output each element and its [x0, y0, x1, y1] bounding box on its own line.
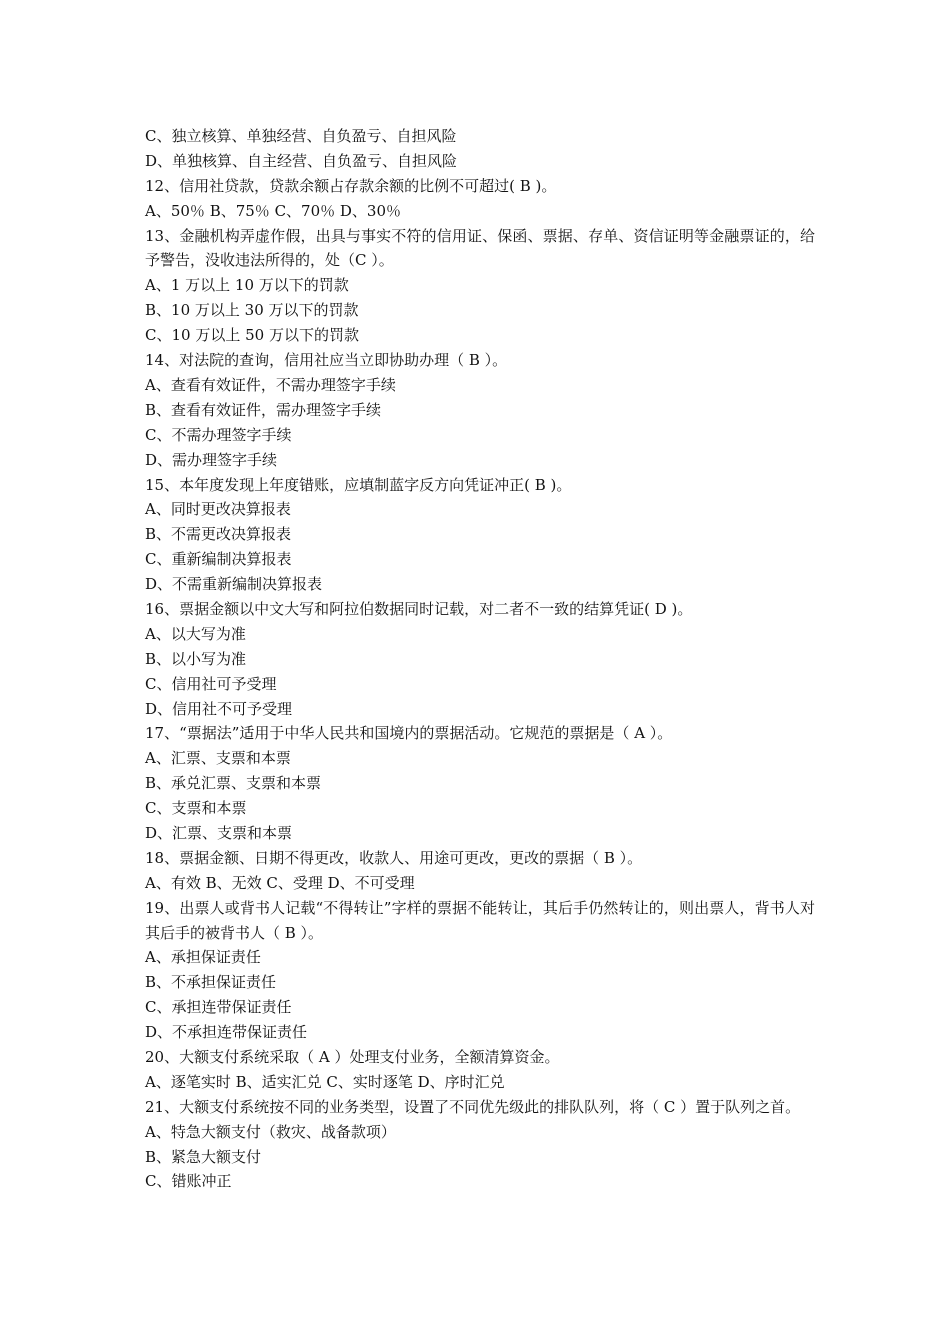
text-line: B、以小写为准 — [145, 649, 247, 668]
question-15: 15、本年度发现上年度错账，应填制蓝字反方向凭证冲正( B )。 — [145, 475, 572, 494]
text-line: B、10 万以上 30 万以下的罚款 — [145, 301, 359, 320]
text-line: A、1 万以上 10 万以下的罚款 — [145, 276, 349, 295]
question-13: 13、金融机构弄虚作假，出具与事实不符的信用证、保函、票据、存单、资信证明等金融票证的，给予警告，没收违法所得的，处（C ）。 — [145, 226, 815, 270]
text-line: C、独立核算、单独经营、自负盈亏、自担风险 — [145, 127, 457, 145]
text-line: D、不需重新编制决算报表 — [145, 575, 323, 594]
text-line: D、不承担连带保证责任 — [145, 1023, 308, 1042]
text-line: C、不需办理签字手续 — [145, 425, 292, 444]
text-line: A、查看有效证件，不需办理签字手续 — [145, 375, 396, 394]
question-12: 12、信用社贷款，贷款余额占存款余额的比例不可超过( B )。 — [145, 176, 557, 195]
text-line: A、特急大额支付（救灾、战备款项） — [145, 1122, 396, 1141]
text-line: C、重新编制决算报表 — [145, 550, 292, 569]
text-line: C、错账冲正 — [145, 1172, 232, 1191]
text-line: A、汇票、支票和本票 — [145, 749, 291, 768]
question-17: 17、“票据法”适用于中华人民共和国境内的票据活动。它规范的票据是（ A ）。 — [145, 724, 673, 743]
text-line: D、信用社不可予受理 — [145, 699, 293, 718]
text-line: A、同时更改决算报表 — [145, 500, 291, 519]
text-line: B、查看有效证件，需办理签字手续 — [145, 400, 382, 419]
text-line: C、信用社可予受理 — [145, 674, 277, 693]
question-16: 16、票据金额以中文大写和阿拉伯数据同时记载，对二者不一致的结算凭证( D )。 — [145, 599, 693, 618]
text-line: A、逐笔实时 B、适实汇兑 C、实时逐笔 D、序时汇兑 — [145, 1072, 505, 1091]
text-line: A、承担保证责任 — [145, 948, 261, 967]
text-line: A、有效 B、无效 C、受理 D、不可受理 — [145, 873, 415, 892]
document-body — [145, 124, 815, 1194]
text-line: C、支票和本票 — [145, 799, 247, 818]
question-18: 18、票据金额、日期不得更改，收款人、用途可更改，更改的票据（ B ）。 — [145, 848, 643, 867]
text-line: A、50％ B、75％ C、70％ D、30％ — [145, 201, 402, 220]
question-14: 14、对法院的查询，信用社应当立即协助办理（ B ）。 — [145, 351, 508, 370]
text-line: B、不承担保证责任 — [145, 973, 277, 992]
question-20: 20、大额支付系统采取（ A ）处理支付业务，全额清算资金。 — [145, 1048, 560, 1067]
text-line: C、10 万以上 50 万以下的罚款 — [145, 326, 359, 345]
text-line: D、单独核算、自主经营、自负盈亏、自担风险 — [145, 151, 458, 170]
question-19: 19、出票人或背书人记载“不得转让”字样的票据不能转让，其后手仍然转让的，则出票人，背书人对其后手的被背书人（ B ）。 — [145, 898, 815, 942]
question-21: 21、大额支付系统按不同的业务类型，设置了不同优先级此的排队队列，将（ C ）置于队列之首。 — [145, 1097, 801, 1116]
text-line: C、承担连带保证责任 — [145, 998, 292, 1017]
text-line: A、以大写为准 — [145, 624, 246, 643]
text-line: B、紧急大额支付 — [145, 1147, 262, 1166]
text-line: B、不需更改决算报表 — [145, 525, 292, 544]
text-line: D、汇票、支票和本票 — [145, 823, 293, 842]
text-line: D、需办理签字手续 — [145, 450, 278, 469]
text-line: B、承兑汇票、支票和本票 — [145, 774, 322, 793]
